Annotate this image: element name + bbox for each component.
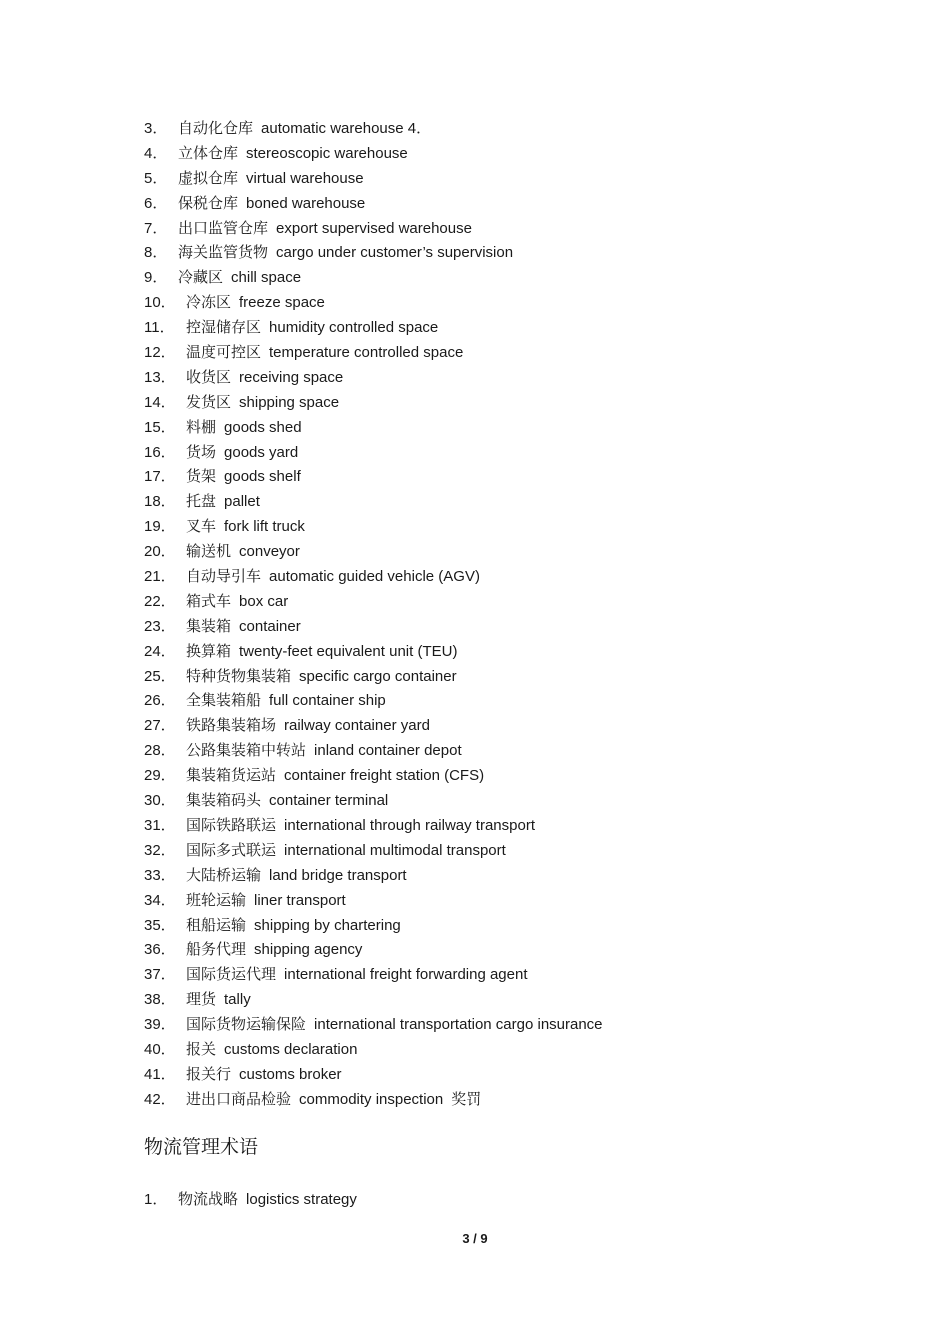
term-row bbox=[144, 365, 904, 390]
term-chinese: 船务代理 bbox=[186, 940, 247, 959]
term-chinese: 国际货物运输保险 bbox=[186, 1015, 307, 1034]
term-english: automatic guided vehicle (AGV) bbox=[269, 568, 480, 586]
term-tail: 奖罚 bbox=[451, 1089, 482, 1108]
term-chinese: 温度可控区 bbox=[186, 343, 262, 362]
term-chinese: 班轮运输 bbox=[186, 890, 247, 909]
term-row bbox=[144, 589, 904, 614]
term-chinese: 集装箱码头 bbox=[186, 791, 262, 810]
term-english: international multimodal transport bbox=[284, 841, 506, 859]
term-number: 20． bbox=[144, 543, 176, 561]
term-english: pallet bbox=[224, 493, 260, 511]
term-number: 4． bbox=[144, 144, 168, 162]
term-chinese: 报关行 bbox=[186, 1064, 232, 1083]
term-number: 22． bbox=[144, 592, 176, 610]
term-number: 31． bbox=[144, 816, 176, 834]
term-number: 16． bbox=[144, 443, 176, 461]
term-list bbox=[144, 116, 904, 1112]
term-english: international freight forwarding agent bbox=[284, 966, 528, 984]
term-row bbox=[144, 788, 904, 813]
term-english: export supervised warehouse bbox=[276, 219, 472, 237]
term-row bbox=[144, 141, 904, 166]
term-chinese: 料棚 bbox=[186, 417, 217, 436]
term-row bbox=[144, 166, 904, 191]
term-row bbox=[144, 1187, 904, 1212]
term-number: 21． bbox=[144, 568, 176, 586]
term-chinese: 控湿储存区 bbox=[186, 318, 262, 337]
term-row bbox=[144, 614, 904, 639]
term-number: 24． bbox=[144, 642, 176, 660]
term-chinese: 国际多式联运 bbox=[186, 840, 277, 859]
term-number: 19． bbox=[144, 518, 176, 536]
term-number: 17． bbox=[144, 468, 176, 486]
term-number: 25． bbox=[144, 667, 176, 685]
term-row bbox=[144, 440, 904, 465]
term-row bbox=[144, 315, 904, 340]
term-row bbox=[144, 489, 904, 514]
term-english: container freight station (CFS) bbox=[284, 767, 485, 785]
term-row bbox=[144, 514, 904, 539]
term-chinese: 箱式车 bbox=[186, 591, 232, 610]
term-chinese: 铁路集装箱场 bbox=[186, 716, 277, 735]
term-row bbox=[144, 888, 904, 913]
term-chinese: 出口监管仓库 bbox=[178, 218, 269, 237]
term-english: international through railway transport bbox=[284, 816, 535, 834]
term-row bbox=[144, 464, 904, 489]
term-chinese: 换算箱 bbox=[186, 641, 232, 660]
term-row bbox=[144, 116, 904, 141]
term-english: land bridge transport bbox=[269, 866, 407, 884]
term-chinese: 自动化仓库 bbox=[178, 119, 254, 137]
term-chinese: 输送机 bbox=[186, 542, 232, 561]
term-number: 39． bbox=[144, 1016, 176, 1034]
term-english: container bbox=[239, 617, 301, 635]
term-chinese: 收货区 bbox=[186, 367, 232, 386]
term-row bbox=[144, 763, 904, 788]
term-english: receiving space bbox=[239, 368, 344, 386]
term-english: customs declaration bbox=[224, 1040, 358, 1058]
term-english: virtual warehouse bbox=[246, 169, 364, 187]
term-chinese: 集装箱 bbox=[186, 616, 232, 635]
term-chinese: 货场 bbox=[186, 442, 217, 461]
term-english: tally bbox=[224, 991, 251, 1009]
term-chinese: 进出口商品检验 bbox=[186, 1089, 292, 1108]
term-row bbox=[144, 290, 904, 315]
term-english: liner transport bbox=[254, 891, 346, 909]
term-row bbox=[144, 340, 904, 365]
term-row bbox=[144, 639, 904, 664]
term-number: 11． bbox=[144, 319, 175, 337]
term-row bbox=[144, 539, 904, 564]
term-number: 10． bbox=[144, 294, 176, 312]
term-number: 7． bbox=[144, 219, 168, 237]
term-row bbox=[144, 937, 904, 962]
term-chinese: 虚拟仓库 bbox=[178, 168, 239, 187]
term-chinese: 租船运输 bbox=[186, 915, 247, 934]
term-english: conveyor bbox=[239, 543, 300, 561]
term-chinese: 冷藏区 bbox=[178, 268, 224, 287]
term-chinese: 物流战略 bbox=[178, 1190, 239, 1208]
term-english: shipping by chartering bbox=[254, 916, 401, 934]
term-english: box car bbox=[239, 592, 289, 610]
term-chinese: 冷冻区 bbox=[186, 293, 232, 312]
term-row bbox=[144, 1012, 904, 1037]
term-number: 32． bbox=[144, 841, 176, 859]
term-english: shipping space bbox=[239, 393, 340, 411]
term-english: goods yard bbox=[224, 443, 299, 461]
term-row bbox=[144, 962, 904, 987]
term-chinese: 海关监管货物 bbox=[178, 243, 269, 262]
term-number: 3． bbox=[144, 120, 168, 137]
term-number: 33． bbox=[144, 866, 176, 884]
term-row bbox=[144, 863, 904, 888]
term-number: 12． bbox=[144, 344, 176, 362]
term-number: 6． bbox=[144, 194, 168, 212]
term-english: freeze space bbox=[239, 294, 325, 312]
term-row bbox=[144, 738, 904, 763]
term-english: logistics strategy bbox=[246, 1191, 357, 1208]
term-number: 40． bbox=[144, 1040, 176, 1058]
term-english: goods shelf bbox=[224, 468, 301, 486]
term-english: stereoscopic warehouse bbox=[246, 144, 408, 162]
term-row bbox=[144, 390, 904, 415]
term-english: goods shed bbox=[224, 418, 302, 436]
term-number: 29． bbox=[144, 767, 176, 785]
term-english: humidity controlled space bbox=[269, 319, 439, 337]
term-row bbox=[144, 1087, 904, 1112]
term-row bbox=[144, 713, 904, 738]
term-number: 9． bbox=[144, 269, 168, 287]
term-row bbox=[144, 191, 904, 216]
term-row bbox=[144, 688, 904, 713]
term-chinese: 集装箱货运站 bbox=[186, 766, 277, 785]
term-number: 37． bbox=[144, 966, 176, 984]
term-chinese: 特种货物集装箱 bbox=[186, 666, 292, 685]
term-chinese: 国际铁路联运 bbox=[186, 815, 277, 834]
term-number: 42． bbox=[144, 1090, 176, 1108]
term-row bbox=[144, 1037, 904, 1062]
term-number: 30． bbox=[144, 792, 176, 810]
term-number: 28． bbox=[144, 742, 176, 760]
term-number: 1． bbox=[144, 1191, 168, 1208]
term-number: 38． bbox=[144, 991, 176, 1009]
term-number: 8． bbox=[144, 244, 168, 262]
term-english: commodity inspection bbox=[299, 1090, 444, 1108]
term-row bbox=[144, 216, 904, 241]
term-english: boned warehouse bbox=[246, 194, 366, 212]
term-number: 14． bbox=[144, 393, 176, 411]
term-english: customs broker bbox=[239, 1065, 342, 1083]
term-row bbox=[144, 664, 904, 689]
term-row bbox=[144, 987, 904, 1012]
term-number: 41． bbox=[144, 1065, 176, 1083]
term-row bbox=[144, 240, 904, 265]
section-term-list bbox=[144, 1187, 904, 1212]
term-english: temperature controlled space bbox=[269, 344, 464, 362]
term-chinese: 托盘 bbox=[186, 492, 217, 511]
term-english: fork lift truck bbox=[224, 518, 305, 536]
term-row bbox=[144, 838, 904, 863]
term-chinese: 大陆桥运输 bbox=[186, 865, 262, 884]
term-english: chill space bbox=[231, 269, 302, 287]
term-number: 36． bbox=[144, 941, 176, 959]
term-number: 13． bbox=[144, 368, 176, 386]
term-row bbox=[144, 913, 904, 938]
term-row bbox=[144, 1062, 904, 1087]
term-number: 15． bbox=[144, 418, 176, 436]
term-chinese: 发货区 bbox=[186, 392, 232, 411]
term-row bbox=[144, 564, 904, 589]
term-chinese: 理货 bbox=[186, 990, 217, 1009]
term-number: 27． bbox=[144, 717, 176, 735]
term-number: 34． bbox=[144, 891, 176, 909]
term-chinese: 全集装箱船 bbox=[186, 691, 262, 710]
term-english: railway container yard bbox=[284, 717, 430, 735]
term-row bbox=[144, 415, 904, 440]
term-chinese: 报关 bbox=[186, 1039, 217, 1058]
term-chinese: 叉车 bbox=[186, 517, 217, 536]
term-english: international transportation cargo insurance bbox=[314, 1016, 603, 1034]
term-chinese: 自动导引车 bbox=[186, 567, 262, 586]
term-row bbox=[144, 265, 904, 290]
term-english: full container ship bbox=[269, 692, 386, 710]
term-chinese: 保税仓库 bbox=[178, 193, 239, 212]
term-chinese: 立体仓库 bbox=[178, 143, 239, 162]
term-english: twenty-feet equivalent unit (TEU) bbox=[239, 642, 458, 660]
term-number: 5． bbox=[144, 169, 168, 187]
term-english: cargo under customer’s supervision bbox=[276, 244, 514, 262]
term-chinese: 货架 bbox=[186, 467, 217, 486]
term-english: inland container depot bbox=[314, 742, 462, 760]
term-english: automatic warehouse 4． bbox=[261, 120, 432, 137]
term-row bbox=[144, 813, 904, 838]
page-number: 3 / 9 bbox=[462, 1231, 488, 1246]
term-english: shipping agency bbox=[254, 941, 363, 959]
term-number: 23． bbox=[144, 617, 176, 635]
term-number: 18． bbox=[144, 493, 176, 511]
term-number: 35． bbox=[144, 916, 176, 934]
term-number: 26． bbox=[144, 692, 176, 710]
term-english: container terminal bbox=[269, 792, 389, 810]
term-chinese: 国际货运代理 bbox=[186, 965, 277, 984]
term-english: specific cargo container bbox=[299, 667, 457, 685]
term-chinese: 公路集装箱中转站 bbox=[186, 741, 307, 760]
section-title: 物流管理术语 bbox=[144, 1136, 259, 1158]
